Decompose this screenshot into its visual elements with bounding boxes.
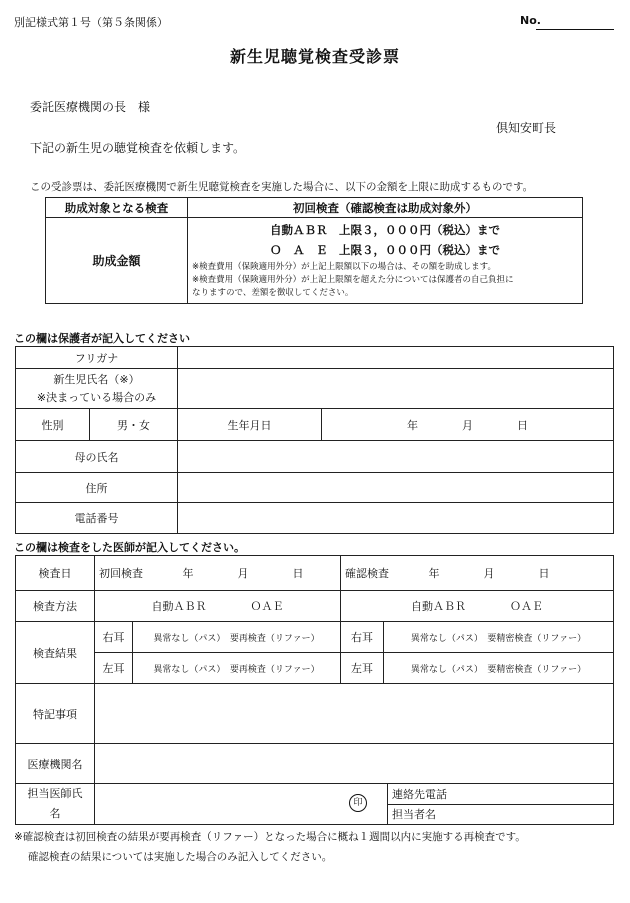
doctor-name-label (16, 784, 95, 825)
no-label: No. (520, 14, 541, 27)
exam-date-label: 検査日 (16, 556, 95, 591)
footer-note-1: ※確認検査は初回検査の結果が要再検査（リファー）となった場合に概ね１週間以内に実施する再検査です。 (14, 831, 526, 843)
notice-text: この受診票は、委託医療機関で新生児聴覚検査を実施した場合に、以下の金額を上限に助成するものです。 (30, 181, 534, 193)
page-title: 新生児聴覚検査受診票 (229, 47, 400, 66)
confirm-exam-date-cell[interactable] (341, 556, 614, 591)
confirm-exam-date: 年 月 日 (428, 567, 550, 580)
institution-field[interactable] (95, 744, 614, 784)
sender: 倶知安町長 (496, 121, 557, 135)
right-ear-confirm-result[interactable]: 異常なし（パス） 要精密検査（リファー） (384, 622, 614, 653)
left-ear-confirm-result[interactable]: 異常なし（パス） 要精密検査（リファー） (384, 653, 614, 684)
furigana-field[interactable] (178, 347, 614, 369)
mother-name-field[interactable] (178, 441, 614, 473)
method-first[interactable]: 自動ＡＢＲ ＯＡＥ (95, 591, 341, 622)
abr-limit: 自動ＡＢＲ 上限３，０００円（税込）まで (270, 223, 500, 237)
result-label: 検査結果 (16, 622, 95, 684)
contact-phone-label: 連絡先電話 (392, 787, 447, 801)
doctor-name-label-2: 名 (49, 807, 61, 820)
newborn-name-label (16, 369, 178, 409)
no-field[interactable] (536, 29, 614, 30)
remarks-field[interactable] (95, 684, 614, 744)
first-exam-label: 初回検査 (99, 567, 143, 580)
contact-person-label: 担当者名 (392, 808, 436, 822)
doctor-table (15, 555, 614, 825)
doctor-name-label-1: 担当医師氏 (27, 787, 83, 800)
birthdate-field[interactable]: 年 月 日 (322, 409, 614, 441)
contact-phone-cell[interactable] (388, 784, 614, 805)
form-number: 別記様式第１号（第５条関係） (14, 16, 168, 29)
newborn-name-field[interactable] (178, 369, 614, 409)
left-ear-first-result[interactable]: 異常なし（パス） 要再検査（リファー） (133, 653, 341, 684)
sex-field[interactable]: 男・女 (90, 409, 178, 441)
sex-label: 性別 (16, 409, 90, 441)
right-ear-confirm-label: 右耳 (341, 622, 384, 653)
method-label: 検査方法 (16, 591, 95, 622)
furigana-label: フリガナ (16, 347, 178, 369)
newborn-name-label-1: 新生児氏名（※） (53, 372, 140, 386)
mother-name-label: 母の氏名 (16, 441, 178, 473)
subsidy-note-2b: なりますので、差額を徴収してください。 (192, 288, 354, 298)
method-confirm[interactable]: 自動ＡＢＲ ＯＡＥ (341, 591, 614, 622)
footer-note-2: 確認検査の結果については実施した場合のみ記入してください。 (28, 851, 333, 863)
addressee: 委託医療機関の長 様 (30, 100, 151, 114)
confirm-exam-label: 確認検査 (345, 567, 389, 580)
subsidy-note-1: ※検査費用（保険適用外分）が上記上限額以下の場合は、その額を助成します。 (192, 262, 496, 272)
subsidy-header-right: 初回検査（確認検査は助成対象外） (188, 198, 583, 218)
remarks-label: 特記事項 (16, 684, 95, 744)
seal-mark: 印 (349, 794, 367, 812)
subsidy-header-left: 助成対象となる検査 (46, 198, 188, 218)
contact-person-cell[interactable] (388, 804, 614, 825)
right-ear-first-label: 右耳 (95, 622, 133, 653)
doctor-name-field[interactable] (95, 784, 388, 825)
request-text: 下記の新生児の聴覚検査を依頼します。 (30, 141, 246, 155)
institution-label: 医療機関名 (16, 744, 95, 784)
phone-label: 電話番号 (16, 503, 178, 534)
subsidy-amount-cell (188, 218, 583, 304)
subsidy-table (45, 197, 583, 304)
oae-limit: Ｏ Ａ Ｅ 上限３，０００円（税込）まで (270, 243, 500, 257)
first-exam-date-cell[interactable] (95, 556, 341, 591)
birthdate-label: 生年月日 (178, 409, 322, 441)
right-ear-first-result[interactable]: 異常なし（パス） 要再検査（リファー） (133, 622, 341, 653)
address-field[interactable] (178, 473, 614, 503)
phone-field[interactable] (178, 503, 614, 534)
left-ear-confirm-label: 左耳 (341, 653, 384, 684)
doctor-caption: この欄は検査をした医師が記入してください。 (14, 541, 245, 554)
subsidy-note-2a: ※検査費用（保険適用外分）が上記上限額を超えた分については保護者の自己負担に (192, 275, 514, 285)
guardian-table (15, 346, 614, 534)
subsidy-amount-label: 助成金額 (46, 218, 188, 304)
newborn-name-label-2: ※決まっている場合のみ (36, 390, 157, 404)
left-ear-first-label: 左耳 (95, 653, 133, 684)
first-exam-date: 年 月 日 (182, 567, 304, 580)
address-label: 住所 (16, 473, 178, 503)
guardian-caption: この欄は保護者が記入してください (14, 332, 190, 345)
